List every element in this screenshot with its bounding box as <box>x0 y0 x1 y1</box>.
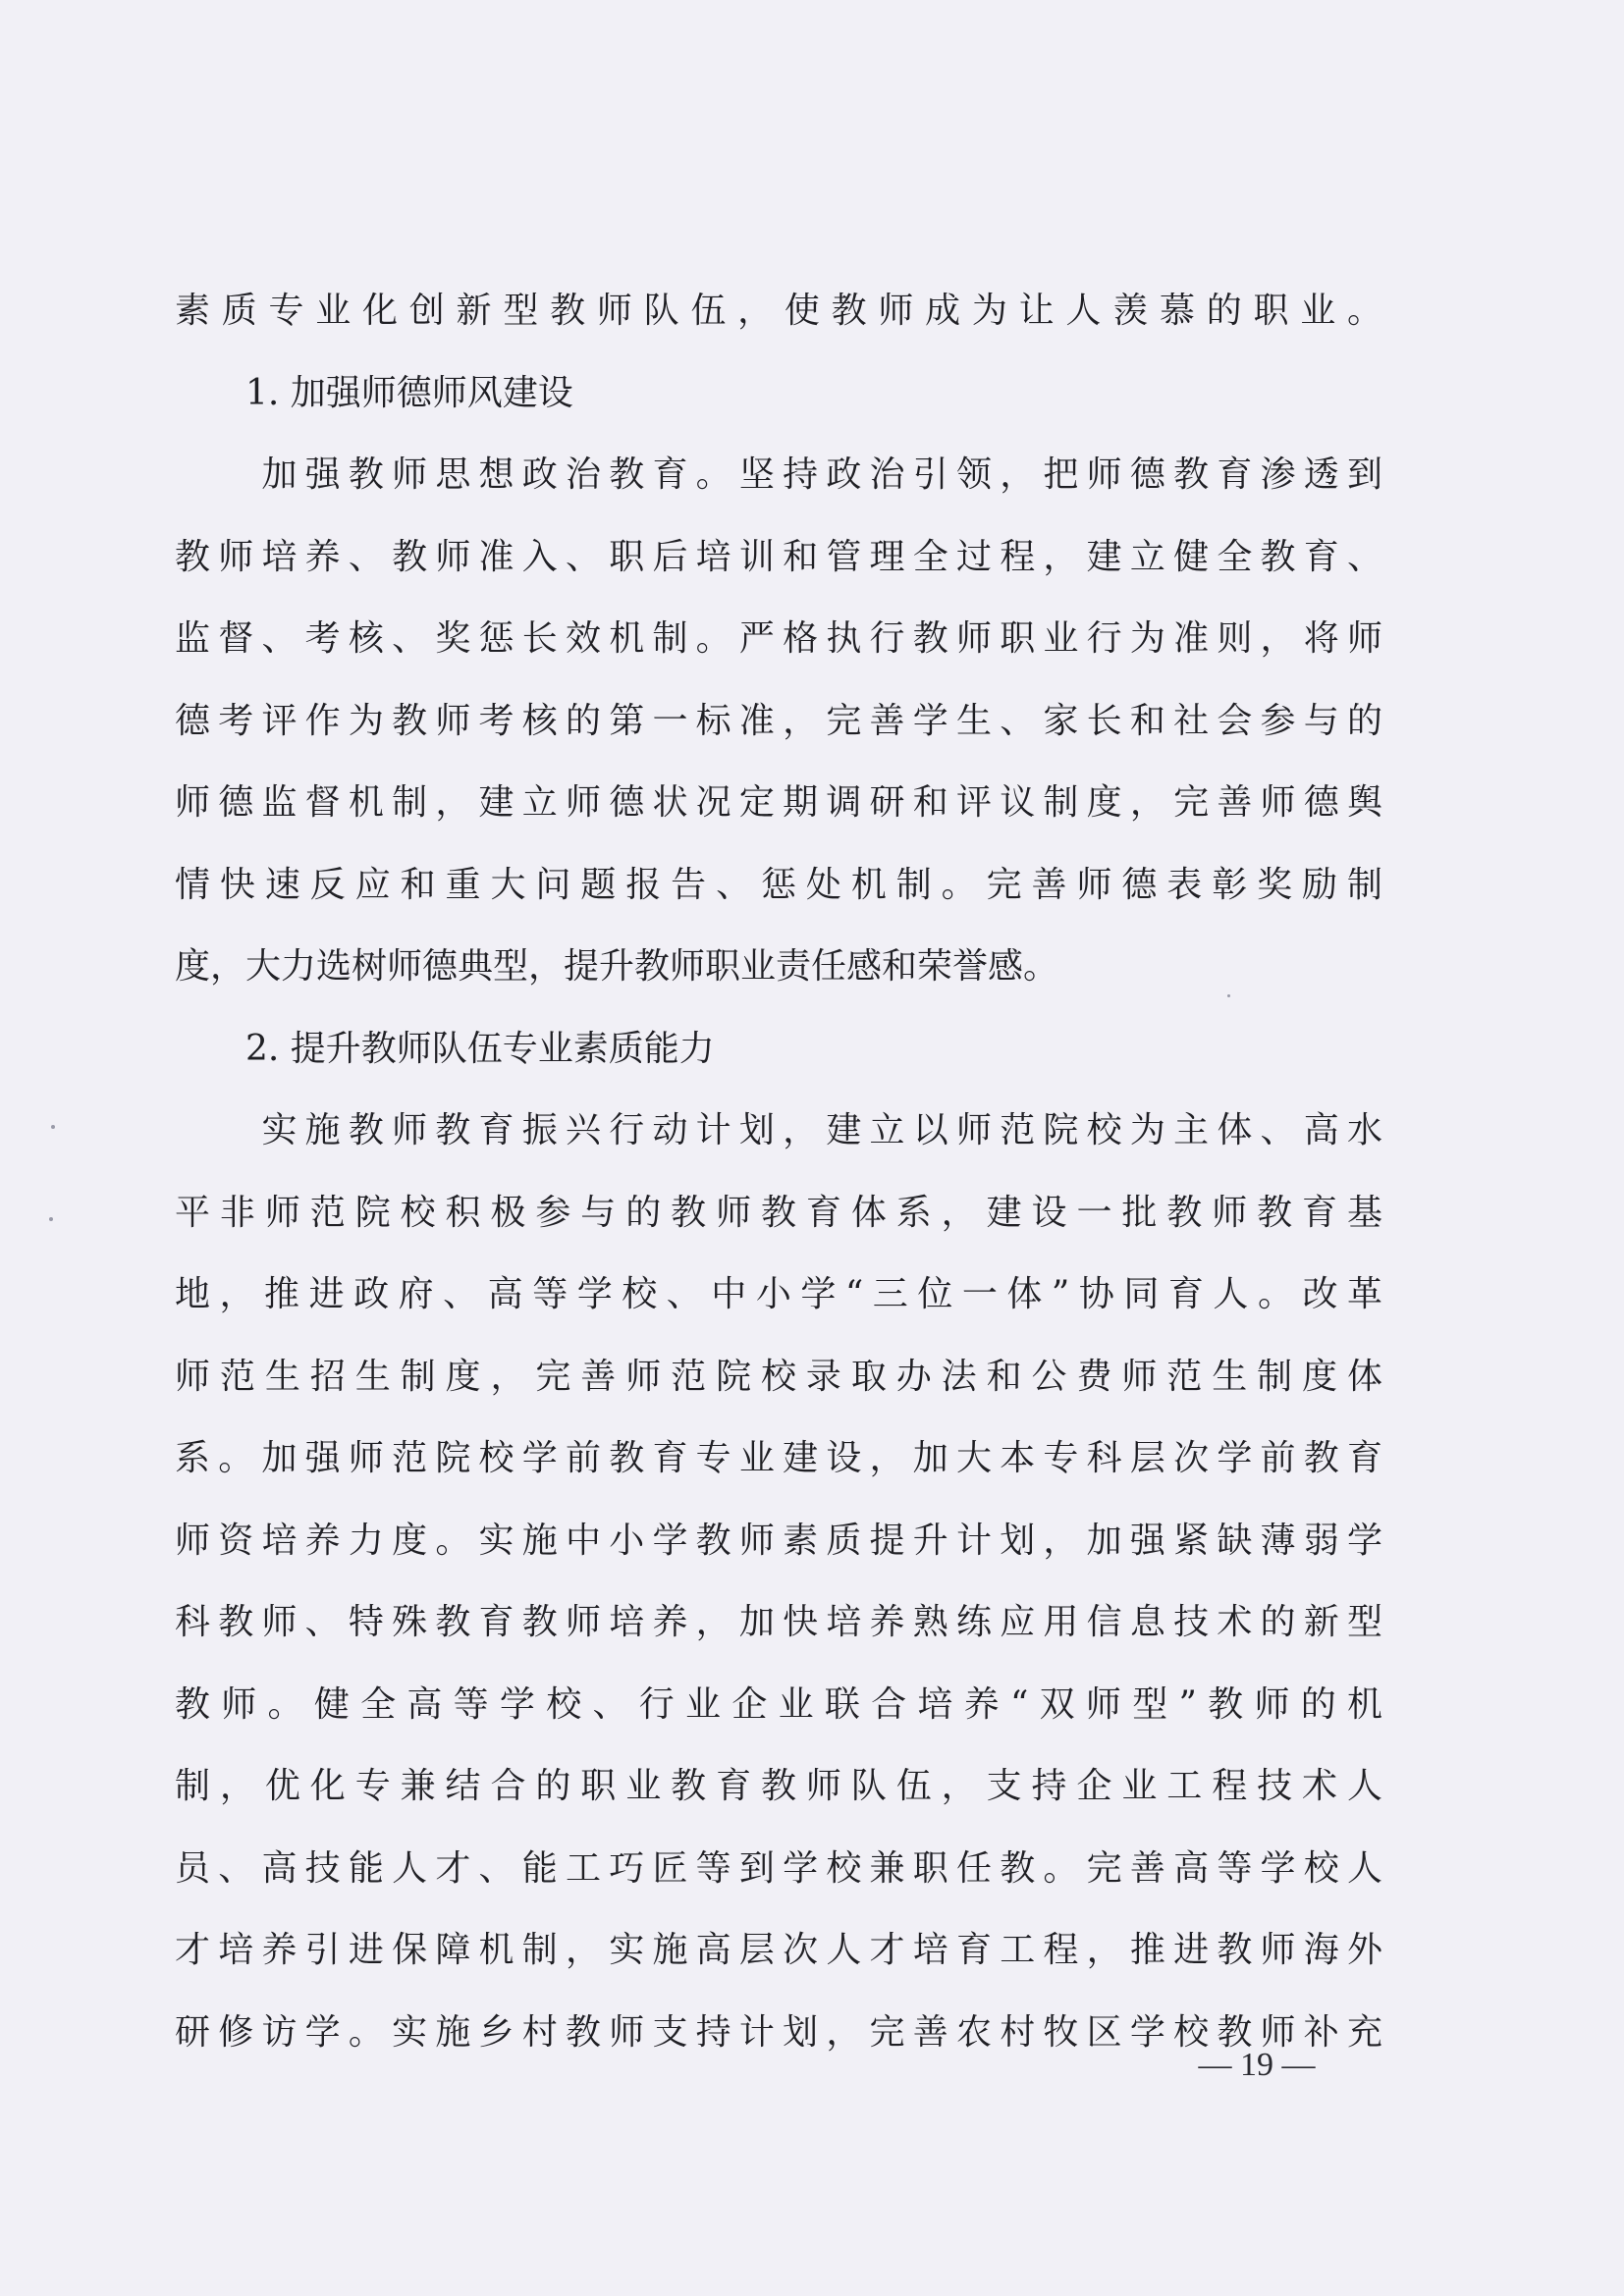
text-line: 度，大力选树师德典型，提升教师职业责任感和荣誉感。 <box>175 946 1059 987</box>
scan-speck <box>51 1125 55 1129</box>
page-number: — 19 — <box>1198 2047 1316 2083</box>
text-line: 科教师、特殊教育教师培养，加快培养熟练应用信息技术的新型 <box>175 1602 1382 1642</box>
scan-speck <box>49 1217 53 1221</box>
scan-speck <box>1227 994 1230 997</box>
text-line: 加强教师思想政治教育。坚持政治引领，把师德教育渗透到 <box>175 454 1382 495</box>
text-line: 系。加强师范院校学前教育专业建设，加大本专科层次学前教育 <box>175 1438 1382 1478</box>
text-line: 师资培养力度。实施中小学教师素质提升计划，加强紧缺薄弱学 <box>175 1520 1382 1561</box>
text-line: 德考评作为教师考核的第一标准，完善学生、家长和社会参与的 <box>175 700 1382 741</box>
text-line: 师德监督机制，建立师德状况定期调研和评议制度，完善师德舆 <box>175 782 1382 823</box>
text-line: 情快速反应和重大问题报告、惩处机制。完善师德表彰奖励制 <box>175 864 1382 905</box>
text-line: 教师。健全高等学校、行业企业联合培养“双师型”教师的机 <box>175 1683 1382 1725</box>
text-line: 制，优化专兼结合的职业教育教师队伍，支持企业工程技术人 <box>175 1766 1382 1806</box>
body-text <box>175 282 1382 2085</box>
text-line: 研修访学。实施乡村教师支持计划，完善农村牧区学校教师补充 <box>175 2011 1382 2053</box>
text-line: 监督、考核、奖惩长效机制。严格执行教师职业行为准则，将师 <box>175 618 1382 659</box>
text-line: 地，推进政府、高等学校、中小学“三位一体”协同育人。改革 <box>175 1274 1382 1314</box>
text-line: 素质专业化创新型教师队伍，使教师成为让人羡慕的职业。 <box>175 291 1382 331</box>
text-line: 师范生招生制度，完善师范院校录取办法和公费师范生制度体 <box>175 1356 1382 1397</box>
section-heading: 1. 加强师德师风建设 <box>175 372 573 413</box>
text-line: 员、高技能人才、能工巧匠等到学校兼职任教。完善高等学校人 <box>175 1847 1382 1889</box>
text-line: 教师培养、教师准入、职后培训和管理全过程，建立健全教育、 <box>175 536 1382 577</box>
section-heading: 2. 提升教师队伍专业素质能力 <box>175 1028 715 1069</box>
text-line: 实施教师教育振兴行动计划，建立以师范院校为主体、高水 <box>175 1110 1382 1150</box>
text-line: 才培养引进保障机制，实施高层次人才培育工程，推进教师海外 <box>175 1930 1382 1970</box>
text-line: 平非师范院校积极参与的教师教育体系，建设一批教师教育基 <box>175 1192 1382 1233</box>
